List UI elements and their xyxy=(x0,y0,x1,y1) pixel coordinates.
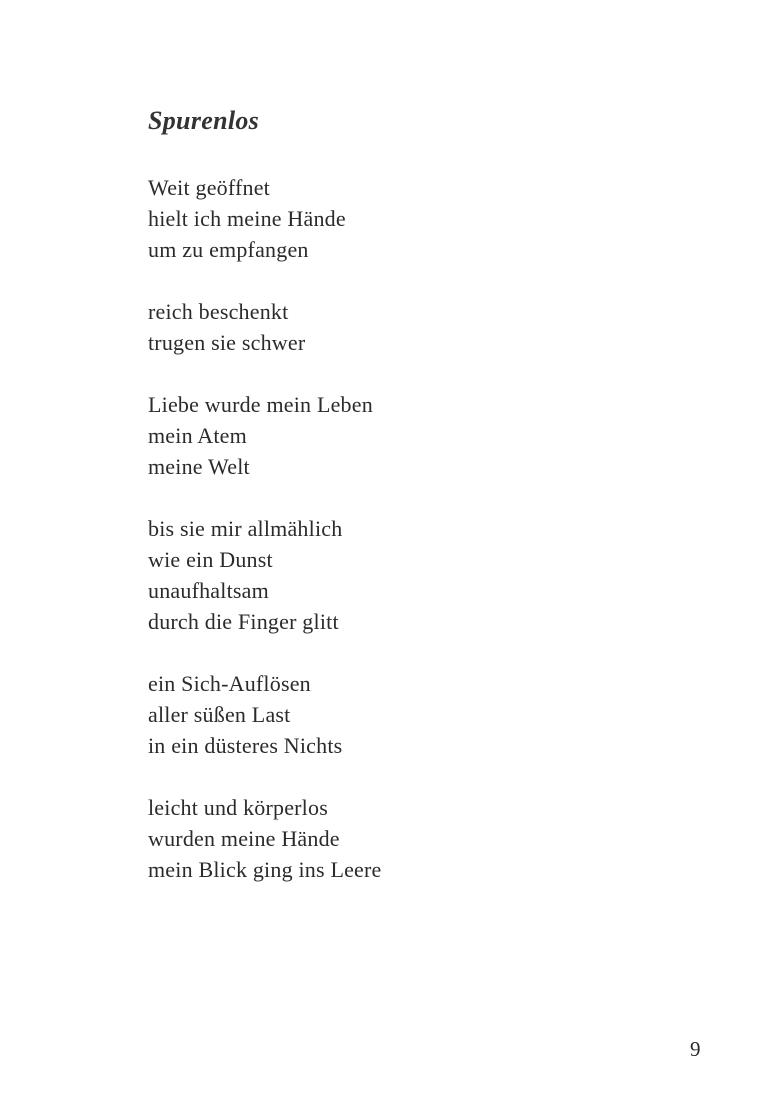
poem-line: leicht und körperlos xyxy=(148,795,328,820)
poem-line: wie ein Dunst xyxy=(148,547,273,572)
poem-line: meine Welt xyxy=(148,454,250,479)
stanza-5 xyxy=(148,668,628,761)
poem-line: Weit geöffnet xyxy=(148,175,270,200)
poem-title: Spurenlos xyxy=(148,106,260,135)
poem-line: wurden meine Hände xyxy=(148,826,340,851)
poem-content xyxy=(148,104,628,885)
stanza-3 xyxy=(148,389,628,482)
poem-line: in ein düsteres Nichts xyxy=(148,733,343,758)
page-number: 9 xyxy=(690,1037,701,1061)
poem-line: hielt ich meine Hände xyxy=(148,206,346,231)
poem-line: Liebe wurde mein Leben xyxy=(148,392,373,417)
poem-line: aller süßen Last xyxy=(148,702,291,727)
stanza-6 xyxy=(148,792,628,885)
poem-line: ein Sich-Auflösen xyxy=(148,671,311,696)
stanza-1 xyxy=(148,172,628,265)
poem-line: mein Atem xyxy=(148,423,247,448)
poem-line: um zu empfangen xyxy=(148,237,309,262)
stanza-4 xyxy=(148,513,628,637)
poem-line: durch die Finger glitt xyxy=(148,609,339,634)
poem-line: trugen sie schwer xyxy=(148,330,306,355)
poem-line: bis sie mir allmählich xyxy=(148,516,343,541)
poem-line: reich beschenkt xyxy=(148,299,289,324)
stanza-2 xyxy=(148,296,628,358)
poem-line: unaufhaltsam xyxy=(148,578,269,603)
poem-line: mein Blick ging ins Leere xyxy=(148,857,382,882)
